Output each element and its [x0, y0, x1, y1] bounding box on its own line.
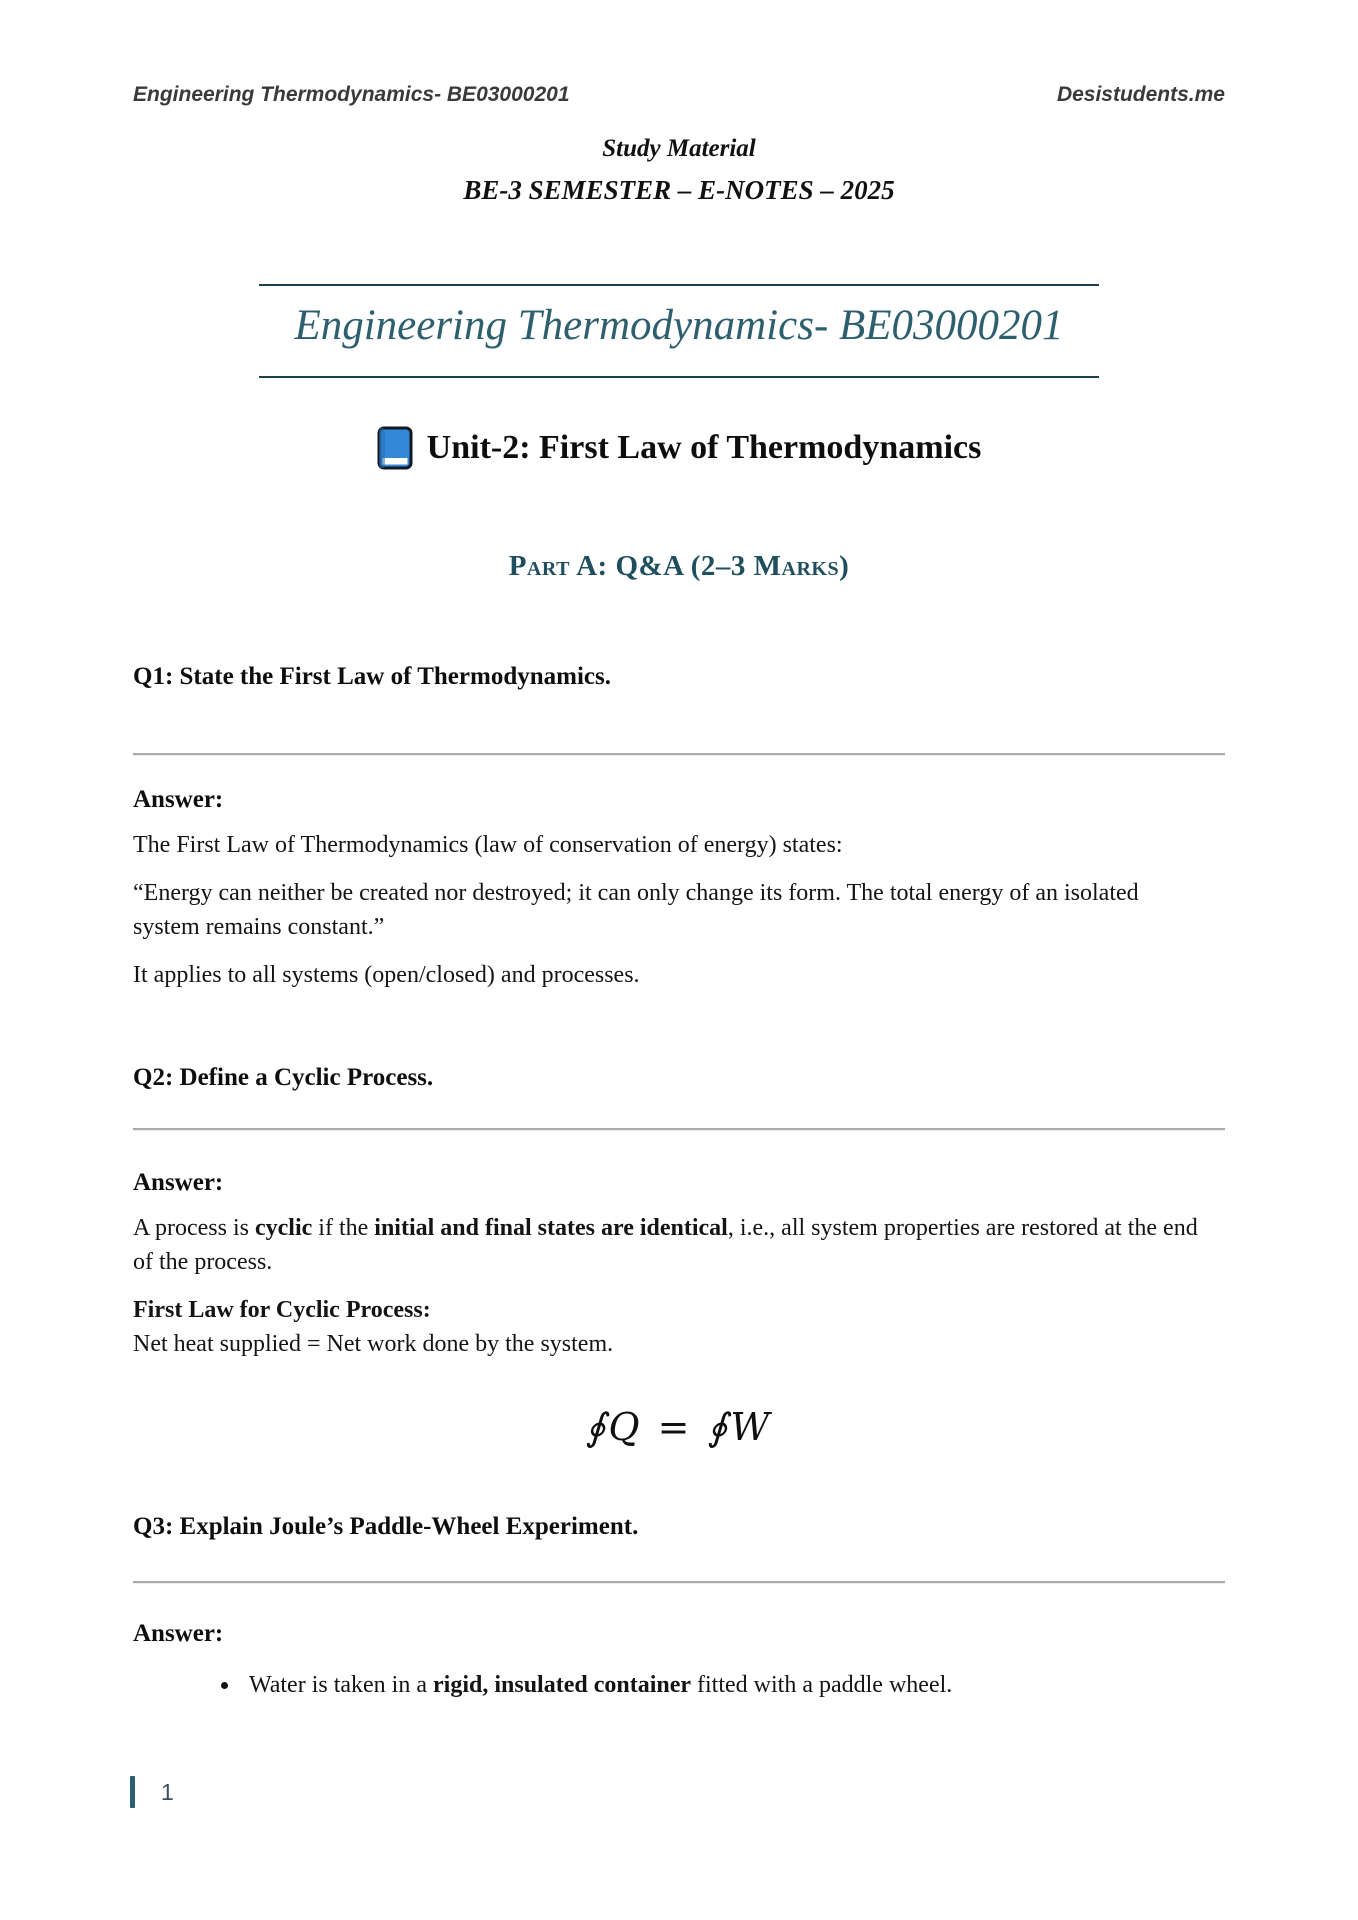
footer-accent-bar [130, 1776, 135, 1808]
bold-text: initial and final states are identical [374, 1214, 728, 1241]
page-number: 1 [161, 1778, 174, 1805]
running-header [133, 83, 1225, 107]
qa-section-q3 [133, 1513, 1225, 1702]
cyclic-integral-equation: ∮Q = ∮W [585, 1405, 773, 1450]
text: fitted with a paddle wheel. [691, 1672, 953, 1699]
qa-section-q2 [133, 1064, 1225, 1449]
paragraph [133, 1211, 1208, 1279]
text: Net heat supplied = Net work done by the system. [133, 1331, 614, 1358]
answer-label: Answer: [133, 785, 224, 813]
answer-body-q1 [133, 828, 1225, 992]
page-footer [130, 1776, 174, 1808]
question-divider [133, 1581, 1225, 1584]
bold-text: cyclic [255, 1214, 313, 1241]
answer-label: Answer: [133, 1620, 224, 1648]
semester-enotes-line: BE-3 SEMESTER – E-NOTES – 2025 [463, 175, 895, 205]
answer-label: Answer: [133, 1168, 224, 1196]
part-a-heading: Part A: Q&A (2–3 Marks) [508, 549, 850, 582]
bullet-list [133, 1668, 1225, 1702]
answer-body-q2 [133, 1211, 1225, 1449]
paragraph [133, 828, 1208, 862]
text: The First Law of Thermodynamics (law of conservation of energy) states: [133, 831, 843, 858]
header-course-title: Engineering Thermodynamics- BE03000201 [133, 83, 570, 106]
text: Water is taken in a [249, 1672, 433, 1699]
title-rule-bottom [259, 376, 1099, 378]
text: It applies to all systems (open/closed) and processes. [133, 961, 640, 988]
answer-body-q3 [133, 1668, 1225, 1702]
question-divider [133, 753, 1225, 756]
text: “Energy can neither be created nor destroyed; it can only change its form. The total energy of an isolated system remains constant.” [133, 879, 1139, 940]
bold-text: First Law for Cyclic Process: [133, 1297, 431, 1324]
unit-title: Unit-2: First Law of Thermodynamics [426, 428, 982, 466]
unit-heading [133, 426, 1225, 470]
text: if the [312, 1214, 375, 1241]
paragraph [133, 876, 1208, 944]
qa-section-q1 [133, 663, 1225, 992]
course-title: Engineering Thermodynamics- BE03000201 [294, 302, 1064, 349]
blue-book-icon [377, 426, 413, 470]
question-q2: Q2: Define a Cyclic Process. [133, 1063, 434, 1091]
text: A process is [133, 1214, 255, 1241]
paragraph [133, 958, 1208, 992]
study-material-label: Study Material [602, 135, 756, 162]
question-divider [133, 1128, 1225, 1131]
bold-text: rigid, insulated container [433, 1672, 692, 1699]
text: , i.e., all system properties are restored at the end of the process. [133, 1214, 1198, 1275]
question-q1: Q1: State the First Law of Thermodynamics. [133, 662, 611, 690]
paragraph [133, 1293, 1208, 1361]
title-rule-top [259, 284, 1099, 286]
header-site-name: Desistudents.me [1056, 83, 1225, 106]
bullet-item [241, 1668, 1225, 1702]
question-q3: Q3: Explain Joule’s Paddle-Wheel Experiment. [133, 1513, 639, 1541]
